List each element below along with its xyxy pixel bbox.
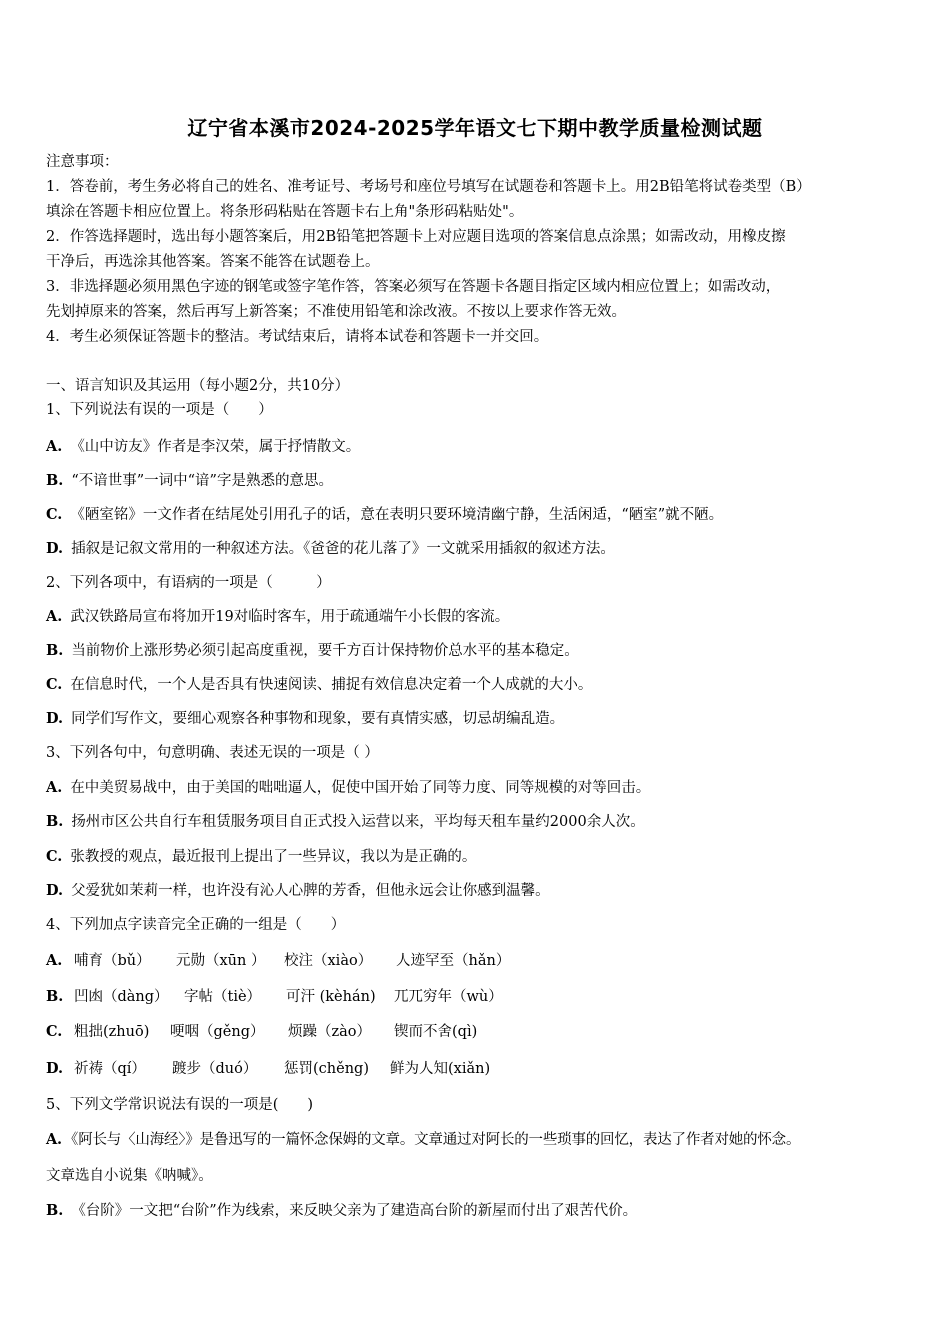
section-heading: 一、语言知识及其运用（每小题2分，共10分） bbox=[46, 378, 350, 394]
option-item: 粗拙(zhuō) bbox=[74, 1024, 150, 1040]
option-item: 哽咽（gěng） bbox=[170, 1024, 265, 1040]
option-item: 元勋（xūn ） bbox=[176, 953, 266, 969]
option-label: B. bbox=[46, 472, 64, 489]
option-a bbox=[46, 1130, 916, 1150]
option-item: 踱步（duó） bbox=[172, 1061, 258, 1077]
notice-line: 3．非选择题必须用黑色字迹的钢笔或签字笔作答，答案必须写在答题卡各题目指定区域内相应位置上；如需改动， bbox=[46, 279, 781, 295]
option-item: 校注（xiào） bbox=[284, 953, 373, 969]
option-label: C. bbox=[46, 1023, 63, 1040]
option-a-continued: 文章选自小说集《呐喊》。 bbox=[46, 1168, 213, 1184]
notice-heading: 注意事项： bbox=[46, 154, 119, 170]
option-b bbox=[46, 471, 916, 491]
option-item: 字帖（tiè） bbox=[184, 989, 262, 1005]
option-text: 在中美贸易战中，由于美国的咄咄逼人，促使中国开始了同等力度、同等规模的对等回击。 bbox=[70, 780, 651, 796]
option-label: C. bbox=[46, 848, 63, 865]
option-item: 鲜为人知(xiǎn) bbox=[390, 1061, 491, 1077]
option-text: 父爱犹如茉莉一样，也许没有沁人心脾的芳香，但他永远会让你感到温馨。 bbox=[71, 883, 550, 899]
option-item: 烦躁（zào） bbox=[288, 1024, 372, 1040]
option-text: 《山中访友》作者是李汉荣，属于抒情散文。 bbox=[70, 439, 361, 455]
option-text: 同学们写作文，要细心观察各种事物和现象，要有真情实感，切忌胡编乱造。 bbox=[71, 711, 565, 727]
option-text: 《阿长与〈山海经〉》是鲁迅写的一篇怀念保姆的文章。文章通过对阿长的一些琐事的回忆，表达了作者对她的怀念。 bbox=[63, 1132, 801, 1148]
option-c bbox=[46, 847, 916, 867]
option-text: 在信息时代，一个人是否具有快速阅读、捕捉有效信息决定着一个人成就的大小。 bbox=[70, 677, 593, 693]
option-text: 插叙是记叙文常用的一种叙述方法。《爸爸的花儿落了》一文就采用插叙的叙述方法。 bbox=[71, 541, 615, 557]
option-label: B. bbox=[46, 1202, 64, 1219]
option-c bbox=[46, 675, 916, 695]
option-b bbox=[46, 641, 916, 661]
option-item: 哺育（bǔ） bbox=[74, 953, 151, 969]
option-label: C. bbox=[46, 676, 63, 693]
option-item: 锲而不舍(qì) bbox=[394, 1024, 478, 1040]
option-c bbox=[46, 505, 916, 525]
option-d bbox=[46, 539, 916, 559]
option-label: D. bbox=[46, 710, 64, 727]
question-stem: 1、下列说法有误的一项是（ ） bbox=[46, 402, 273, 418]
option-text: 当前物价上涨形势必须引起高度重视，要千方百计保持物价总水平的基本稳定。 bbox=[71, 643, 579, 659]
option-label: B. bbox=[46, 642, 64, 659]
notice-line: 4．考生必须保证答题卡的整洁。考试结束后，请将本试卷和答题卡一并交回。 bbox=[46, 329, 549, 345]
notice-line: 干净后，再选涂其他答案。答案不能答在试题卷上。 bbox=[46, 254, 380, 270]
option-text: 《台阶》一文把“台阶”作为线索，来反映父亲为了建造高台阶的新屋而付出了艰苦代价。 bbox=[71, 1203, 638, 1219]
option-item: 祈祷（qí） bbox=[74, 1061, 146, 1077]
option-text: 《陋室铭》一文作者在结尾处引用孔子的话，意在表明只要环境清幽宁静，生活闲适，“陋室”就不陋。 bbox=[70, 507, 724, 523]
option-label: A. bbox=[46, 438, 63, 455]
option-item: 凹凼（dàng） bbox=[74, 989, 169, 1005]
option-label: B. bbox=[46, 813, 64, 830]
option-d bbox=[46, 881, 916, 901]
option-a bbox=[46, 607, 916, 627]
option-a bbox=[46, 778, 916, 798]
option-b bbox=[46, 812, 916, 832]
question-stem: 2、下列各项中，有语病的一项是（ ） bbox=[46, 575, 331, 591]
option-text: 武汉铁路局宣布将加开19对临时客车，用于疏通端午小长假的客流。 bbox=[70, 609, 510, 625]
option-b bbox=[46, 1201, 916, 1221]
option-label: A. bbox=[46, 952, 63, 969]
option-label: C. bbox=[46, 506, 63, 523]
option-item: 兀兀穷年（wù） bbox=[394, 989, 503, 1005]
option-label: B. bbox=[46, 988, 64, 1005]
option-a bbox=[46, 437, 916, 457]
option-item: 惩罚(chěng) bbox=[284, 1061, 369, 1077]
option-text: 扬州市区公共自行车租赁服务项目自正式投入运营以来，平均每天租车量约2000余人次。 bbox=[71, 814, 645, 830]
question-stem: 5、下列文学常识说法有误的一项是( ) bbox=[46, 1097, 314, 1113]
page-title: 辽宁省本溪市2024-2025学年语文七下期中教学质量检测试题 bbox=[187, 116, 763, 140]
question-stem: 3、下列各句中，句意明确、表述无误的一项是（ ） bbox=[46, 745, 379, 761]
option-text: “不谙世事”一词中“谙”字是熟悉的意思。 bbox=[71, 473, 333, 489]
option-label: D. bbox=[46, 882, 64, 899]
option-label: D. bbox=[46, 1060, 64, 1077]
question-stem: 4、下列加点字读音完全正确的一组是（ ） bbox=[46, 917, 346, 933]
option-item: 可汗 (kèhán) bbox=[286, 989, 376, 1005]
notice-line: 1．答卷前，考生务必将自己的姓名、准考证号、考场号和座位号填写在试题卷和答题卡上。用2B铅笔将试卷类型（B） bbox=[46, 179, 811, 195]
option-label: A. bbox=[46, 1131, 62, 1148]
notice-line: 先划掉原来的答案，然后再写上新答案；不准使用铅笔和涂改液。不按以上要求作答无效。 bbox=[46, 304, 626, 320]
notice-line: 填涂在答题卡相应位置上。将条形码粘贴在答题卡右上角"条形码粘贴处"。 bbox=[46, 204, 524, 220]
option-d bbox=[46, 709, 916, 729]
notice-line: 2．作答选择题时，选出每小题答案后，用2B铅笔把答题卡上对应题目选项的答案信息点涂黑；如需改动，用橡皮擦 bbox=[46, 229, 786, 245]
option-label: D. bbox=[46, 540, 64, 557]
option-label: A. bbox=[46, 608, 63, 625]
option-text: 张教授的观点，最近报刊上提出了一些异议，我以为是正确的。 bbox=[70, 849, 477, 865]
option-label: A. bbox=[46, 779, 63, 796]
option-item: 人迹罕至（hǎn） bbox=[396, 953, 511, 969]
